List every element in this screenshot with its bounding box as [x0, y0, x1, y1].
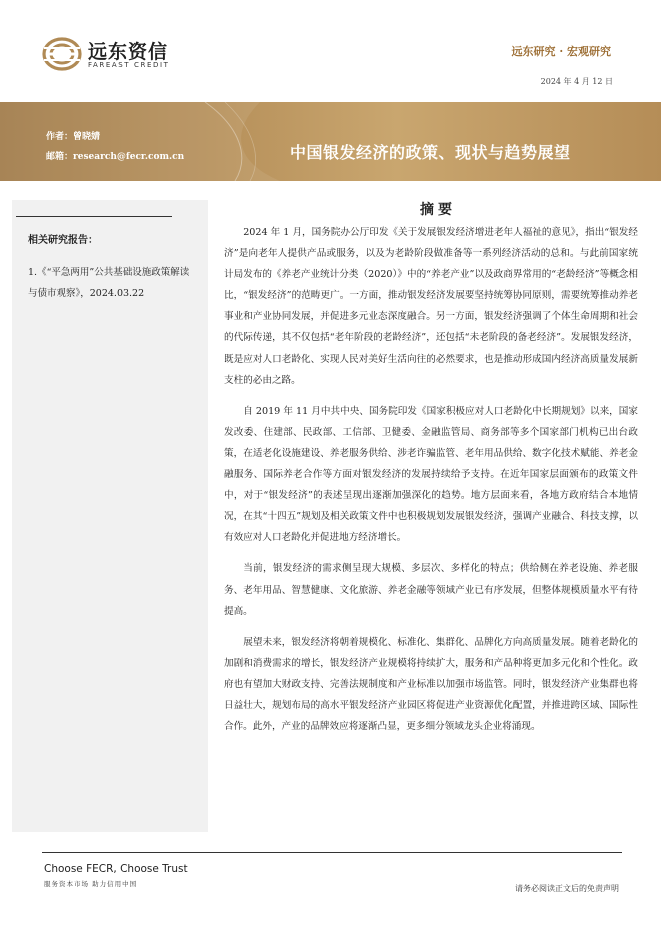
logo-text-en: FAREAST CREDIT	[88, 61, 170, 69]
footer-disclaimer: 请务必阅读正文后的免责声明	[515, 884, 619, 893]
logo-text-cn: 远东资信	[88, 41, 169, 63]
related-report-item[interactable]: 1.《“平急两用”公共基础设施政策解读与债市观察》，2024.03.22	[28, 267, 190, 299]
series-tag: 远东研究 · 宏观研究	[511, 45, 611, 58]
title-banner	[0, 102, 661, 181]
author-email: 邮箱：research@fecr.com.cn	[46, 152, 185, 162]
fareast-logo-icon	[42, 36, 82, 72]
report-title: 中国银发经济的政策、现状与趋势展望	[290, 143, 571, 162]
company-logo	[42, 36, 172, 76]
summary-body	[224, 222, 638, 737]
summary-heading: 摘要	[420, 202, 456, 218]
summary-paragraph: 展望未来，银发经济将朝着规模化、标准化、集群化、品牌化方向高质量发展。随着老龄化的加剧和消费需求的增长，银发经济产业规模将持续扩大，服务和产品种将更加多元化和个性化。政府也有望加大财政支持、完善法规制度和产业标准以加强市场监管。同时，银发经济产业集群也将日益壮大，规划布局的高水平银发经济产业园区将促进产业资源优化配置，并推进跨区域、国际性合作。此外，产业的品牌效应将逐渐凸显，更多细分领域龙头企业将涌现。	[224, 636, 638, 733]
footer-divider	[42, 852, 622, 853]
summary-paragraph: 2024 年 1 月，国务院办公厅印发《关于发展银发经济增进老年人福祉的意见》，指出“银发经济”是向老年人提供产品或服务，以及为老龄阶段做准备等一系列经济活动的总和。与此前国家统计局发布的《养老产业统计分类（2020）》中的“养老产业”以及政商界常用的“老龄经济”等概念相比，“银发经济”的范畴更广。一方面，推动银发经济发展要坚持统筹协同原则，需要统筹推动养老事业和产业协同发展，并促进多元业态深度融合。另一方面，银发经济强调了个体生命周期和社会的代际传递，其不仅包括“老年阶段的老龄经济”，还包括“未老阶段的备老经济”。发展银发经济，既是应对人口老龄化、实现人民对美好生活向往的必然要求，也是推动形成国内经济高质量发展新支柱的必由之路。	[224, 227, 638, 386]
report-date: 2024 年 4 月 12 日	[540, 77, 613, 86]
summary-paragraph: 自 2019 年 11 月中共中央、国务院印发《国家积极应对人口老龄化中长期规划》以来，国家发改委、住建部、民政部、工信部、卫健委、金融监管局、商务部等多个国家部门机构已出台政策，在适老化设施建设、养老服务供给、涉老诈骗监管、老年用品供给、数字化技术赋能、养老金融服务、国际养老合作等方面对银发经济的发展持续给予支持。在近年国家层面颁布的政策文件中，对于“银发经济”的表述呈现出逐渐加强深化的趋势。地方层面来看，各地方政府结合本地情况，在其“十四五”规划及相关政策文件中也积极规划发展银发经济，强调产业融合、科技支撑，以有效应对人口老龄化并促进地方经济增长。	[224, 405, 638, 544]
footer-slogan-cn: 服务资本市场 助力信用中国	[44, 880, 138, 888]
sidebar-divider	[16, 216, 172, 217]
footer-slogan-en: Choose FECR, Choose Trust	[44, 863, 188, 875]
summary-paragraph: 当前，银发经济的需求侧呈现大规模、多层次、多样化的特点；供给侧在养老设施、养老服务、老年用品、智慧健康、文化旅游、养老金融等领域产业已有序发展，但整体规模质量水平有待提高。	[224, 563, 638, 617]
author: 作者：曾晓婧	[46, 132, 101, 142]
related-reports-title: 相关研究报告：	[28, 235, 98, 246]
